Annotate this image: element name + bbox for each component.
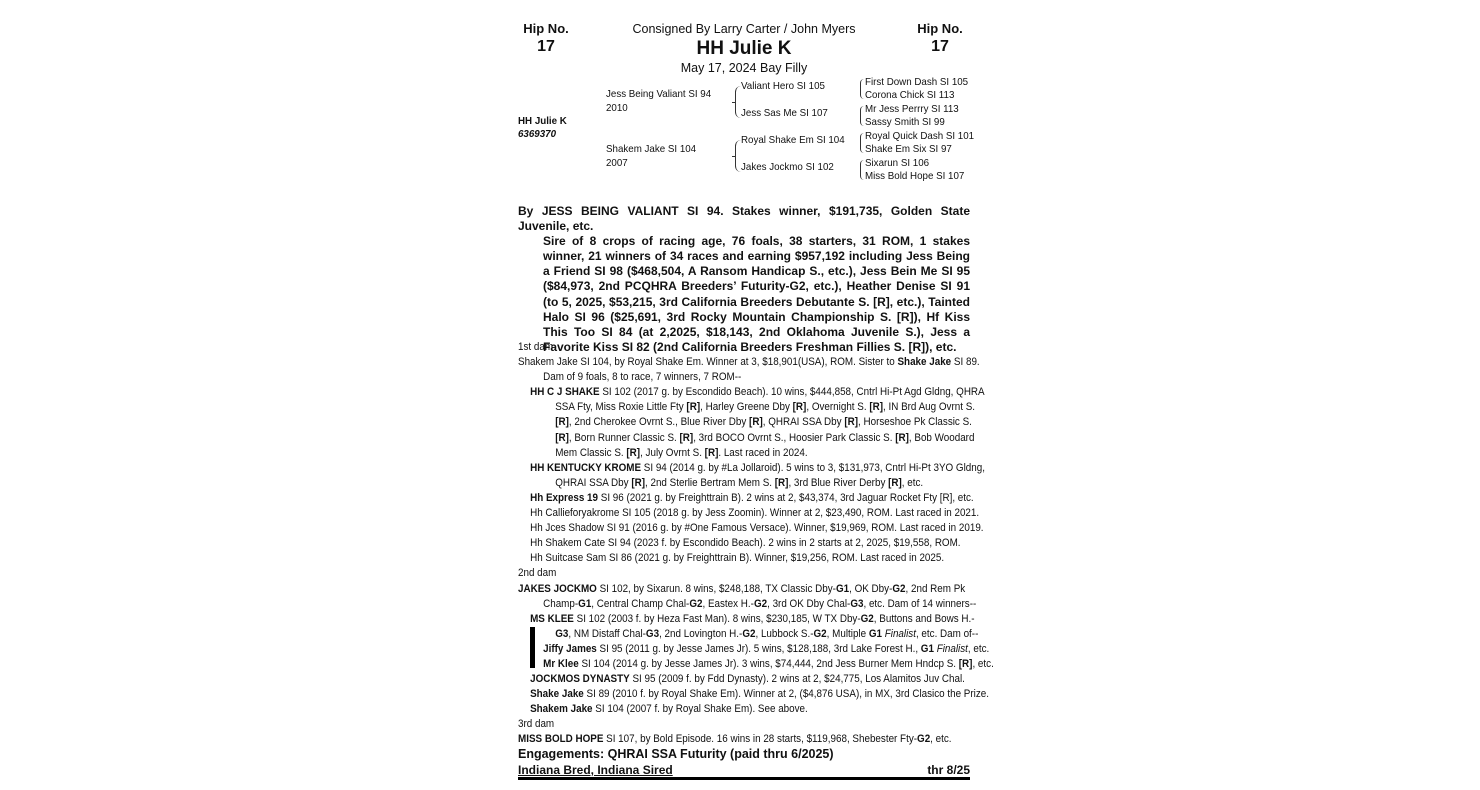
pedigree-sire-dam: Jess Sas Me SI 107 (741, 107, 828, 119)
pedigree-dam-dam: Jakes Jockmo SI 102 (741, 161, 834, 173)
hip-number: 17 (537, 38, 555, 55)
produce-entry-cont: G3, NM Distaff Chal-G3, 2nd Lovington H.-G2, Lubbock S.-G2, Multiple G1 Finalist, etc. Dam of-- (555, 627, 979, 640)
pedigree-sire-sire: Valiant Hero SI 105 (741, 80, 825, 92)
produce-entry: HH C J SHAKE SI 102 (2017 g. by Escondido Beach). 10 wins, $444,858, Cntrl Hi-Pt Agd Gldng, QHRA (530, 386, 985, 399)
third-dam-label: 3rd dam (518, 718, 555, 731)
first-dam-line: Shakem Jake SI 104, by Royal Shake Em. Winner at 3, $18,901(USA), ROM. Sister to Shake Jake SI 89. (518, 356, 980, 369)
sire-summary-body: Sire of 8 crops of racing age, 76 foals, 38 starters, 31 ROM, 1 stakes winner, 21 winners of 34 races and earning $957,192 including Jess Being a Friend SI 98 ($468,504, A Ransom Handicap S., etc.), Jess Bein Me SI 95 ($84,973, 2nd PCQHRA Breeders’ Futurity-G2, etc.), Heather Denise SI 91 (to 5, 2025, $53,215, 3rd California Breeders Debutante S. [R], etc.), Tainted Halo SI 96 ($25,691, 3rd Rocky Mountain Championship S. [R]), Hf Kiss This Too SI 84 (at 2,2025, $18,143, 2nd Oklahoma Juvenile S.), Jess a Favorite Kiss SI 82 (2nd California Breeders Freshman Fillies S. [R]), etc. (543, 234, 970, 354)
pedigree-gen3-item: Sassy Smith SI 99 (865, 116, 945, 128)
pedigree-brace (860, 160, 864, 180)
pedigree-gen3-item: Mr Jess Perrry SI 113 (865, 103, 959, 115)
hip-label: Hip No. (917, 21, 963, 36)
page-code: thr 8/25 (927, 763, 970, 777)
pedigree-brace (860, 106, 864, 126)
produce-entry: Hh Callieforyakrome SI 105 (2018 g. by Jess Zoomin). Winner at 2, $23,490, ROM. Last raced in 2021. (530, 507, 980, 520)
produce-entry-cont: QHRAI SSA Dby [R], 2nd Sterlie Bertram Mem S. [R], 3rd Blue River Derby [R], etc. (555, 476, 924, 489)
bred-info: Indiana Bred, Indiana Sired (518, 763, 673, 777)
footer (518, 763, 970, 780)
engagements: Engagements: QHRAI SSA Futurity (paid thru 6/2025) (518, 747, 834, 761)
pedigree-brace (860, 79, 864, 99)
second-dam-line-cont: Champ-G1, Central Champ Chal-G2, Eastex H.-G2, 3rd OK Dby Chal-G3, etc. Dam of 14 winners-- (543, 597, 977, 610)
pedigree-subject-name: HH Julie K (518, 115, 567, 127)
produce-entry: Hh Express 19 SI 96 (2021 g. by Freighttrain B). 2 wins at 2, $43,374, 3rd Jaguar Rocket Fty [R], etc. (530, 491, 974, 504)
sire-summary (518, 204, 970, 355)
produce-entry-cont: SSA Fty, Miss Roxie Little Fty [R], Harley Greene Dby [R], Overnight S. [R], IN Brd Aug Ovrnt S. (555, 401, 976, 414)
pedigree-gen3-item: Royal Quick Dash SI 101 (865, 130, 975, 142)
hip-label: Hip No. (523, 21, 569, 36)
produce-entry-cont: [R], Born Runner Classic S. [R], 3rd BOCO Ovrnt S., Hoosier Park Classic S. [R], Bob Woodard (555, 431, 975, 444)
pedigree-gen3-item: Shake Em Six SI 97 (865, 143, 952, 155)
pedigree-dam-sire: Royal Shake Em SI 104 (741, 134, 845, 146)
black-type-bar (530, 627, 535, 668)
pedigree-dam: Shakem Jake SI 104 (606, 143, 697, 155)
produce-entry: HH KENTUCKY KROME SI 94 (2014 g. by #La Jollaroid). 5 wins to 3, $131,973, Cntrl Hi-Pt 3YO Gldng, (530, 461, 985, 474)
sire-summary-first-line: By JESS BEING VALIANT SI 94. Stakes winner, $191,735, Golden State Juvenile, etc. (518, 204, 970, 234)
produce-entry: Hh Shakem Cate SI 94 (2023 f. by Escondido Beach). 2 wins in 2 starts at 2, 2025, $19,558, ROM. (530, 537, 961, 550)
consignor: Consigned By Larry Carter / John Myers (632, 22, 856, 36)
pedigree-dam-year: 2007 (606, 157, 628, 169)
pedigree-brace (860, 133, 864, 153)
produce-entry-cont: [R], 2nd Cherokee Ovrnt S., Blue River Dby [R], QHRAI SSA Dby [R], Horseshoe Pk Classic S. (555, 416, 972, 429)
pedigree-reg-no: 6369370 (518, 128, 557, 140)
produce-entry: Jiffy James SI 95 (2011 g. by Jesse James Jr). 5 wins, $128,188, 3rd Lake Forest H., G1 Finalist, etc. (543, 642, 990, 655)
first-dam-produce-summary: Dam of 9 foals, 8 to race, 7 winners, 7 ROM-- (543, 371, 742, 384)
produce-entry: Hh Jces Shadow SI 91 (2016 g. by #One Famous Versace). Winner, $19,969, ROM. Last raced in 2019. (530, 522, 984, 535)
pedigree-gen3-item: Corona Chick SI 113 (865, 89, 955, 101)
pedigree-sire: Jess Being Valiant SI 94 (606, 88, 712, 100)
produce-entry: Hh Suitcase Sam SI 86 (2021 g. by Freighttrain B). Winner, $19,256, ROM. Last raced in 2025. (530, 552, 945, 565)
produce-entry-cont: Mem Classic S. [R], July Ovrnt S. [R]. Last raced in 2024. (555, 446, 808, 459)
produce-entry: Shakem Jake SI 104 (2007 f. by Royal Shake Em). See above. (530, 703, 808, 716)
hip-number: 17 (931, 38, 949, 55)
pedigree-gen3-item: Sixarun SI 106 (865, 157, 930, 169)
first-dam-label: 1st dam (518, 341, 554, 353)
second-dam-line: JAKES JOCKMO SI 102, by Sixarun. 8 wins, $248,188, TX Classic Dby-G1, OK Dby-G2, 2nd Rem Pk (518, 582, 966, 595)
pedigree-gen3-item: First Down Dash SI 105 (865, 76, 969, 88)
produce-entry: JOCKMOS DYNASTY SI 95 (2009 f. by Fdd Dynasty). 2 wins at 2, $24,775, Los Alamitos Juv Chal. (530, 673, 965, 686)
produce-record (518, 340, 994, 748)
produce-entry: MS KLEE SI 102 (2003 f. by Heza Fast Man). 8 wins, $230,185, W TX Dby-G2, Buttons and Bows H.- (530, 612, 975, 625)
horse-name: HH Julie K (696, 38, 792, 59)
pedigree-sire-year: 2010 (606, 102, 628, 114)
pedigree-gen3-item: Miss Bold Hope SI 107 (865, 170, 965, 182)
catalog-page (518, 0, 994, 790)
foal-info: May 17, 2024 Bay Filly (680, 61, 808, 75)
produce-entry: Shake Jake SI 89 (2010 f. by Royal Shake Em). Winner at 2, ($4,876 USA), in MX, 3rd Clasico the Prize. (530, 688, 990, 701)
second-dam-label: 2nd dam (518, 567, 557, 580)
third-dam-line: MISS BOLD HOPE SI 107, by Bold Episode. 16 wins in 28 starts, $119,968, Shebester Fty-G2, etc. (518, 733, 952, 746)
produce-entry: Mr Klee SI 104 (2014 g. by Jesse James Jr). 3 wins, $74,444, 2nd Jess Burner Mem Hndcp S. [R], etc. (543, 657, 994, 670)
